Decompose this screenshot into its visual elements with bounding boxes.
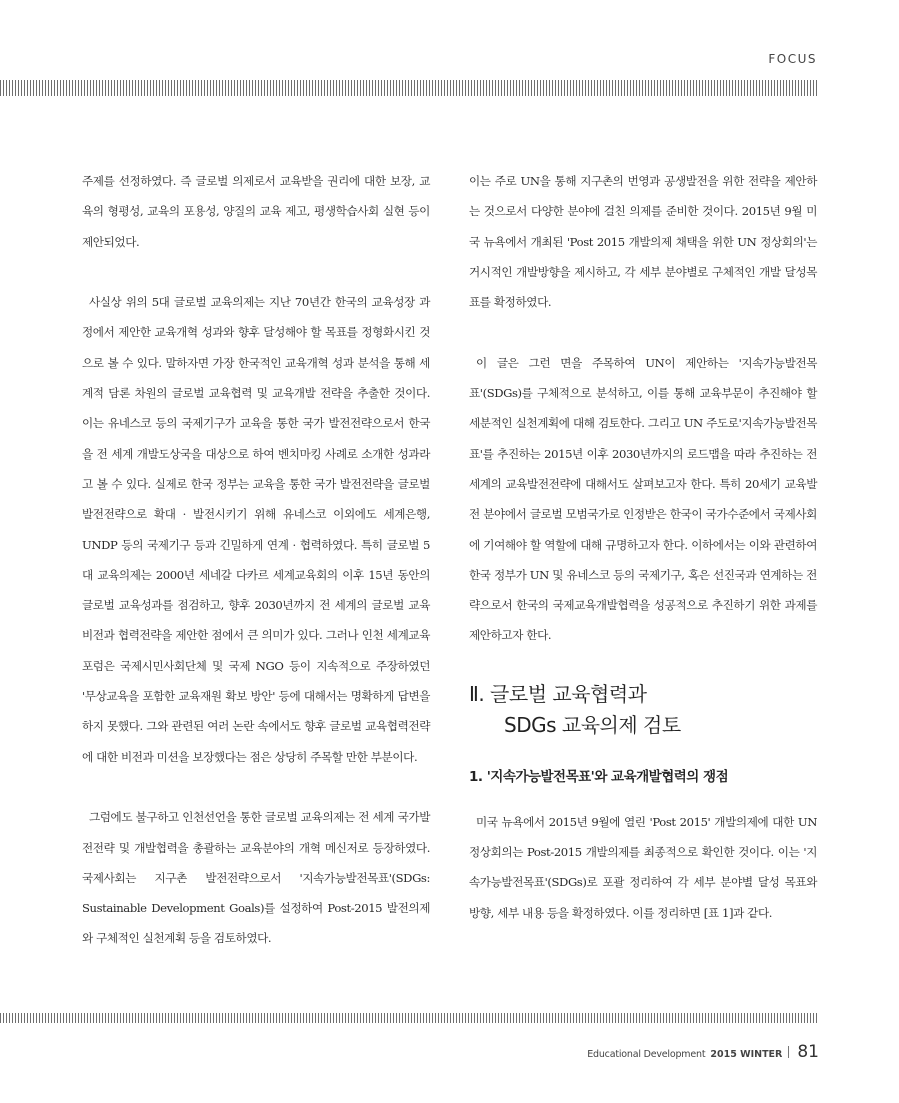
body-paragraph: 이 글은 그런 면을 주목하여 UN이 제안하는 '지속가능발전목표'(SDGs)를 구체적으로 분석하고, 이를 통해 교육부문이 추진해야 할 세분적인 실천계획에 대해 검토한다. 그리고 UN 주도로'지속가능발전목표'를 추진하는 2015년 이후 2030년까지의 로드맵을 따라 추진하는 전 세계의 교육발전전략에 대해서도 살펴보고자 한다. 특히 20세기 교육발전 분야에서 글로벌 모범국가로 인정받은 한국이 국가수준에서 국제사회에 기여해야 할 역할에 대해 규명하고자 한다. 이하에서는 이와 관련하여 한국 정부가 UN 및 유네스코 등의 국제기구, 혹은 선진국과 연계하는 전략으로서 한국의 국제교육개발협력을 성공적으로 추진하기 위한 과제를 제안하고자 한다. <box>469 355 818 643</box>
page-number: 81 <box>797 1042 819 1062</box>
running-head-section-label: FOCUS <box>768 52 817 66</box>
body-paragraph: 그럼에도 불구하고 인천선언을 통한 글로벌 교육의제는 전 세계 국가발전전략 및 개발협력을 총괄하는 교육분야의 개혁 메신저로 등장하였다. 국제사회는 지구촌 발전전략으로서 '지속가능발전목표'(SDGs: Sustainable Development Goals)를 설정하여 Post-2015 발전의제와 구체적인 실천계획 등을 검토하였다. <box>82 810 430 946</box>
footer-publication-name: Educational Development <box>587 1049 706 1060</box>
body-paragraph: 주제를 선정하였다. 즉 글로벌 의제로서 교육받을 권리에 대한 보장, 교육의 형평성, 교육의 포용성, 양질의 교육 제고, 평생학습사회 실현 등이 제안되었다. <box>82 174 430 249</box>
footer-divider <box>788 1046 789 1058</box>
footer-issue-label: 2015 WINTER <box>710 1049 783 1060</box>
body-paragraph: 사실상 위의 5대 글로벌 교육의제는 지난 70년간 한국의 교육성장 과정에서 제안한 교육개혁 성과와 향후 달성해야 할 목표를 정형화시킨 것으로 볼 수 있다. 말하자면 가장 한국적인 교육개혁 성과 분석을 통해 세계적 담론 차원의 글로벌 교육협력 및 교육개발 전략을 추출한 것이다. 이는 유네스코 등의 국제기구가 교육을 통한 국가 발전전략으로서 한국을 전 세계 개발도상국을 대상으로 하여 벤치마킹 사례로 소개한 성과라고 볼 수 있다. 실제로 한국 정부는 교육을 통한 국가 발전전략을 글로벌 발전전략으로 확대 · 발전시키기 위해 유네스코 이외에도 세계은행, UNDP 등의 국제기구 등과 긴밀하게 연계 · 협력하였다. 특히 글로벌 5대 교육의제는 2000년 세네갈 다카르 세계교육회의 이후 15년 동안의 글로벌 교육성과를 점검하고, 향후 2030년까지 전 세계의 글로벌 교육비전과 협력전략을 제안한 점에서 큰 의미가 있다. 그러나 인천 세계교육포럼은 국제시민사회단체 및 국제 NGO 등이 지속적으로 주장하였던 '무상교육을 포함한 교육재원 확보 방안' 등에 대해서는 명확하게 답변을 하지 못했다. 그와 관련된 여러 논란 속에서도 향후 글로벌 교육협력전략에 대한 비전과 미션을 보장했다는 점은 상당히 주목할 만한 부분이다. <box>82 295 430 764</box>
section-heading-line-1: Ⅱ. 글로벌 교육협력과 <box>469 681 647 706</box>
right-text-column <box>469 166 817 928</box>
page-footer <box>587 1042 819 1062</box>
body-paragraph: 이는 주로 UN을 통해 지구촌의 번영과 공생발전을 위한 전략을 제안하는 것으로서 다양한 분야에 걸친 의제를 준비한 것이다. 2015년 9월 미국 뉴욕에서 개최된 'Post 2015 개발의제 채택을 위한 UN 정상회의'는 거시적인 개발방향을 제시하고, 각 세부 분야별로 구체적인 개발 달성목표를 확정하였다. <box>469 174 817 310</box>
body-paragraph: 미국 뉴욕에서 2015년 9월에 열린 'Post 2015' 개발의제에 대한 UN 정상회의는 Post-2015 개발의제를 최종적으로 확인한 것이다. 이는 '지속가능발전목표'(SDGs)로 포괄 정리하여 각 세부 분야별 달성 목표와 방향, 세부 내용 등을 확정하였다. 이를 정리하면 [표 1]과 같다. <box>469 814 817 920</box>
section-heading <box>469 679 817 741</box>
left-text-column <box>82 166 430 954</box>
section-heading-line-2: SDGs 교육의제 검토 <box>504 712 681 737</box>
header-decorative-stripe <box>0 80 818 96</box>
footer-decorative-stripe <box>0 1013 818 1023</box>
subsection-heading: 1. '지속가능발전목표'와 교육개발협력의 쟁점 <box>469 768 729 785</box>
